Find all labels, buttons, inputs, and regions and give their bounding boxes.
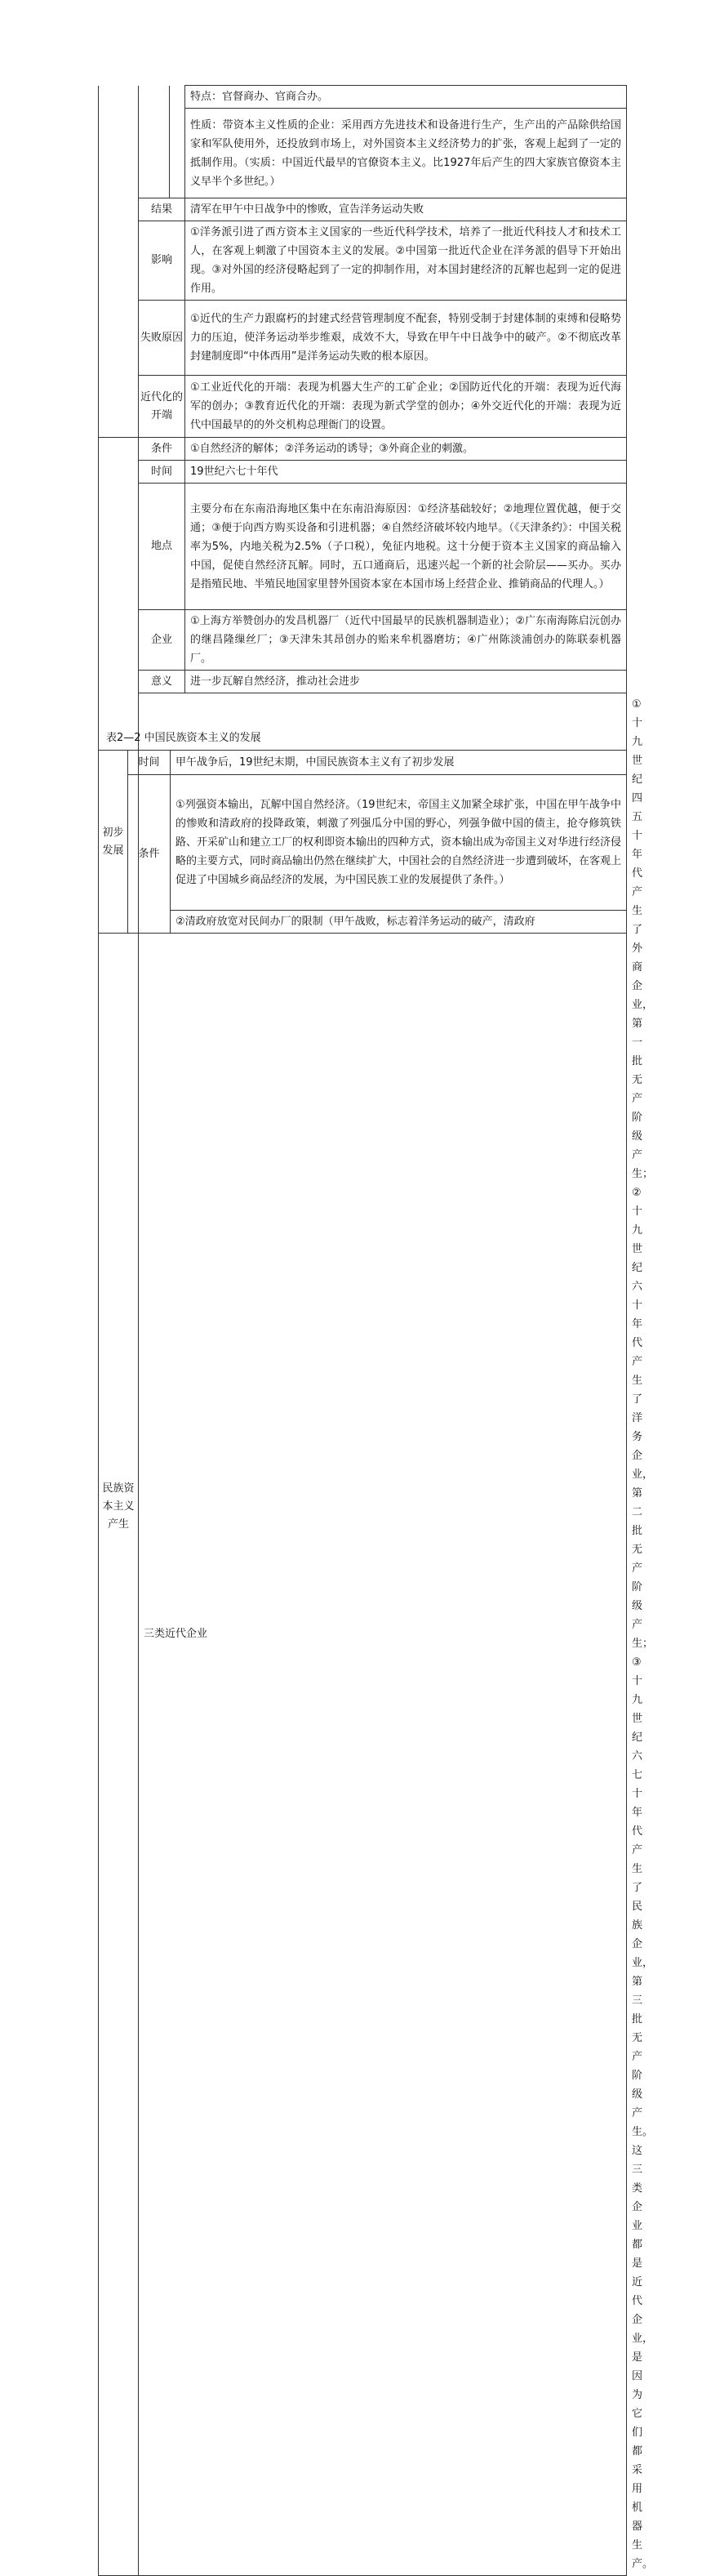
enterprise-label: 企业	[139, 610, 185, 671]
feature-text: 特点：官督商办、官商合办。	[185, 86, 627, 109]
time-label: 时间	[139, 461, 185, 484]
time-text: 19世纪六七十年代	[185, 461, 627, 484]
result-text: 清军在甲午中日战争中的惨败，宣告洋务运动失败	[185, 198, 627, 221]
meaning-text: 进一步瓦解自然经济，推动社会进步	[185, 671, 627, 693]
result-label: 结果	[139, 198, 185, 221]
westernization-table: 特点：官督商办、官商合办。 性质：带资本主义性质的企业：采用西方先进技术和设备进行生产，生产出的产品除供给国家和军队使用外，还投放到市场上，对外国资本主义经济势力的扩张，客观上起到了一定的抵制作用。（实质：中国近代最早的官僚资本主义。比1927年后产生的四大家族官僚资本主义早半个多世纪。） 结果 清军在甲午中日战争中的惨败，宣告洋务运动失败 影响 ①洋务派引进了西方资本主义国家的一些近代科学技术，培养了一批近代科技人才和技术工人，在客观上刺激了中国资本主义的发展。②中国第一批近代企业在洋务派的倡导下开始出现。③对外国的经济侵略起到了一定的抑制作用，对本国封建经济的瓦解也起到一定的促进作用。 失败原因 ①近代的生产力跟腐朽的封建式经营管理制度不配套，特别受制于封建体制的束缚和侵略势力的压迫，使洋务运动举步维艰，成效不大，导致在甲午中日战争中的破产。②不彻底改革封建制度即“中体西用”是洋务运动失败的根本原因。 近代化的开端 ①工业近代化的开端：表现为机器大生产的工矿企业；②国防近代化的开端：表现为近代海军的创办；③教育近代化的开端：表现为新式学堂的创办；④外交近代化的开端：表现为近代中国最早的的外交机构总理衙门的设置。 民族资本主义产生 条件 ①自然经济的解体；②洋务运动的诱导；③外商企业的刺激。 时间 19世纪六七十年代 地点 主要分布在东南沿海地区集中在东南沿海原因：①经济基础较好；②地理位置优越，便于交通；③便于向西方购买设备和引进机器；④自然经济破坏较内地早。（《天津条约》：中国关税率为5%，内地关税为2.5%（子口税），免征内地税。这十分便于资本主义国家的商品输入中国，促使自然经济瓦解。同时，五口通商后，迅速兴起一个新的社会阶层——买办。买办是指殖民地、半殖民地国家里替外国资本家在本国市场上经营企业、推销商品的代理人。） 企业 ①上海方举赞创办的发昌机器厂（近代中国最早的民族机器制造业）；②广东南海陈启沅创办的继昌隆缫丝厂；③天津朱其昂创办的贻来牟机器磨坊；④广州陈淡浦创办的陈联泰机器厂。 意义 进一步瓦解自然经济，推动社会进步 三类近代企业 ①十九世纪四五十年代产生了外商企业，第一批无产阶级产生；②十九世纪六十年代产生了洋务企业，第二批无产阶级产生；③十九世纪六七十年代产生了民族企业，第三批无产阶级产生。这三类企业都是近代企业，是因为它们都采用机器生产。	[98, 85, 627, 2576]
sub-sub-label-cell	[170, 86, 185, 198]
t2-time-text: 甲午战争后，19世纪末期，中国民族资本主义有了初步发展	[171, 751, 627, 775]
condition-text: ①自然经济的解体；②洋务运动的诱导；③外商企业的刺激。	[185, 438, 627, 461]
modern-text: ①工业近代化的开端：表现为机器大生产的工矿企业；②国防近代化的开端：表现为近代海军的创办；③教育近代化的开端：表现为新式学堂的创办；④外交近代化的开端：表现为近代中国最早的的外交机构总理衙门的设置。	[185, 376, 627, 438]
national-capitalism-label: 民族资本主义产生	[99, 438, 139, 2576]
t2-time-label: 时间	[128, 751, 171, 775]
place-text: 主要分布在东南沿海地区集中在东南沿海原因：①经济基础较好；②地理位置优越，便于交通；③便于向西方购买设备和引进机器；④自然经济破坏较内地早。（《天津条约》：中国关税率为5%，内地关税为2.5%（子口税），免征内地税。这十分便于资本主义国家的商品输入中国，促使自然经济瓦解。同时，五口通商后，迅速兴起一个新的社会阶层——买办。买办是指殖民地、半殖民地国家里替外国资本家在本国市场上经营企业、推销商品的代理人。）	[185, 484, 627, 610]
table-caption: 表2—2 中国民族资本主义的发展	[106, 732, 261, 744]
t2-condition-label: 条件	[128, 775, 171, 934]
meaning-label: 意义	[139, 671, 185, 693]
sub-label-cell	[139, 86, 170, 198]
modern-label: 近代化的开端	[139, 376, 185, 438]
t2-condition1-text: ①列强资本输出，瓦解中国自然经济。（19世纪末，帝国主义加紧全球扩张，中国在甲午战争中的惨败和清政府的投降政策，刺激了列强瓜分中国的野心，列强争做中国的债主，抢夺修筑铁路、开采矿山和建立工厂的权利即资本输出的四种方式，资本输出成为帝国主义对华进行经济侵略的主要方式，同时商品输出仍然在继续扩大，中国社会的自然经济进一步遭到破坏，在客观上促进了中国城乡商品经济的发展，为中国民族工业的发展提供了条件。）	[171, 775, 627, 911]
three-enterprises-label: 三类近代企业	[139, 693, 627, 2576]
outer-label-cell	[99, 86, 139, 438]
t2-condition2-text: ②清政府放宽对民间办厂的限制（甲午战败，标志着洋务运动的破产，清政府	[171, 911, 627, 934]
enterprise-text: ①上海方举赞创办的发昌机器厂（近代中国最早的民族机器制造业）；②广东南海陈启沅创办的继昌隆缫丝厂；③天津朱其昂创办的贻来牟机器磨坊；④广州陈淡浦创办的陈联泰机器厂。	[185, 610, 627, 671]
impact-text: ①洋务派引进了西方资本主义国家的一些近代科学技术，培养了一批近代科技人才和技术工人，在客观上刺激了中国资本主义的发展。②中国第一批近代企业在洋务派的倡导下开始出现。③对外国的经济侵略起到了一定的抑制作用，对本国封建经济的瓦解也起到一定的促进作用。	[185, 221, 627, 301]
failure-text: ①近代的生产力跟腐朽的封建式经营管理制度不配套，特别受制于封建体制的束缚和侵略势力的压迫，使洋务运动举步维艰，成效不大，导致在甲午中日战争中的破产。②不彻底改革封建制度即“中体西用”是洋务运动失败的根本原因。	[185, 301, 627, 376]
stage-label: 初步发展	[99, 751, 128, 934]
place-label: 地点	[139, 484, 185, 610]
failure-label: 失败原因	[139, 301, 185, 376]
nature-text: 性质：带资本主义性质的企业：采用西方先进技术和设备进行生产，生产出的产品除供给国家和军队使用外，还投放到市场上，对外国资本主义经济势力的扩张，客观上起到了一定的抵制作用。（实质：中国近代最早的官僚资本主义。比1927年后产生的四大家族官僚资本主义早半个多世纪。）	[185, 109, 627, 198]
impact-label: 影响	[139, 221, 185, 301]
national-capitalism-table	[98, 750, 627, 934]
condition-label: 条件	[139, 438, 185, 461]
